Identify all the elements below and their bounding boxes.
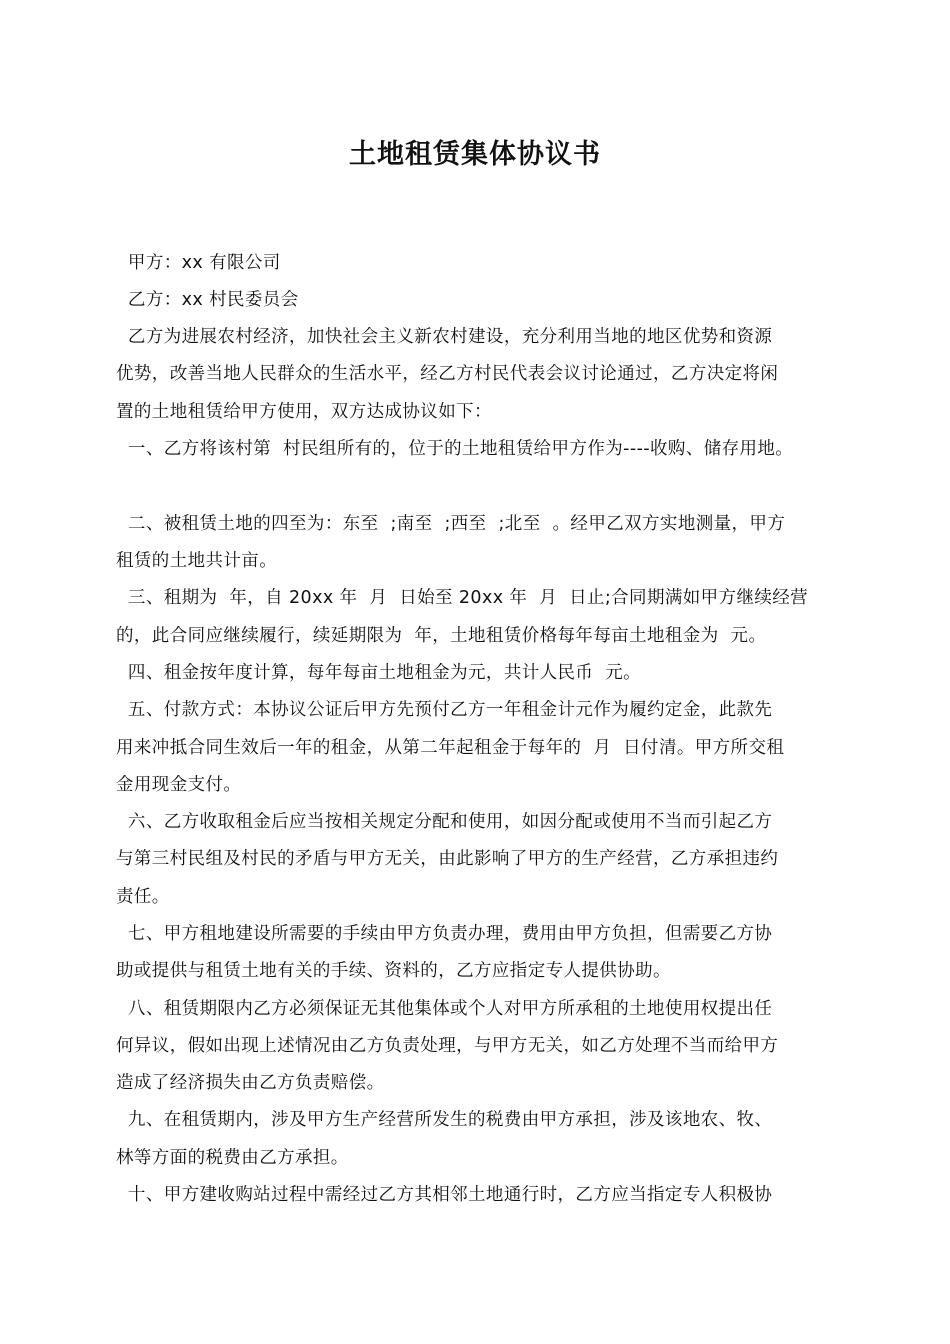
clause-3-line-1: 三、租期为 年，自 20xx 年 月 日始至 20xx 年 月 日止;合同期满如甲方继续经营 — [116, 588, 809, 608]
clause-2-line-2: 租赁的土地共计亩。 — [116, 551, 278, 571]
clause-5-line-1: 五、付款方式：本协议公证后甲方先预付乙方一年租金计元作为履约定金，此款先 — [116, 700, 773, 720]
clause-1-line-1: 一、乙方将该村第 村民组所有的，位于的土地租赁给甲方作为----收购、储存用地。 — [116, 439, 794, 459]
clause-4-line-1: 四、租金按年度计算，每年每亩土地租金为元，共计人民币 元。 — [116, 663, 642, 683]
clause-5-line-3: 金用现金支付。 — [116, 775, 242, 795]
intro-line-3: 置的土地租赁给甲方使用，双方达成协议如下： — [116, 402, 492, 422]
clause-8-line-3: 造成了经济损失由乙方负责赔偿。 — [116, 1073, 385, 1093]
clause-8-line-1: 八、租赁期限内乙方必须保证无其他集体或个人对甲方所承租的土地使用权提出任 — [116, 999, 773, 1019]
clause-6-line-3: 责任。 — [116, 887, 170, 907]
clause-8-line-2: 何异议，假如出现上述情况由乙方负责处理，与甲方无关，如乙方处理不当而给甲方 — [116, 1036, 779, 1056]
clause-2-line-1: 二、被租赁土地的四至为：东至 ;南至 ;西至 ;北至 。经甲乙双方实地测量，甲方 — [116, 514, 786, 534]
clause-7-line-1: 七、甲方租地建设所需要的手续由甲方负责办理，费用由甲方负担，但需要乙方协 — [116, 924, 773, 944]
clause-9-line-2: 林等方面的税费由乙方承担。 — [116, 1148, 349, 1168]
party-a-line: 甲方：xx 有限公司 — [116, 253, 281, 273]
document-title: 土地租赁集体协议书 — [349, 139, 601, 170]
clause-3-line-2: 的，此合同应继续履行，续延期限为 年，土地租赁价格每年每亩土地租金为 元。 — [116, 626, 767, 646]
clause-6-line-2: 与第三村民组及村民的矛盾与甲方无关，由此影响了甲方的生产经营，乙方承担违约 — [116, 849, 779, 869]
clause-6-line-1: 六、乙方收取租金后应当按相关规定分配和使用，如因分配或使用不当而引起乙方 — [116, 812, 773, 832]
clause-10-line-1: 十、甲方建收购站过程中需经过乙方其相邻土地通行时，乙方应当指定专人积极协 — [116, 1185, 773, 1205]
party-b-line: 乙方：xx 村民委员会 — [116, 290, 299, 310]
clause-9-line-1: 九、在租赁期内，涉及甲方生产经营所发生的税费由甲方承担，涉及该地农、牧、 — [116, 1110, 773, 1130]
clause-5-line-2: 用来冲抵合同生效后一年的租金，从第二年起租金于每年的 月 日付清。甲方所交租 — [116, 738, 785, 758]
intro-line-2: 优势，改善当地人民群众的生活水平，经乙方村民代表会议讨论通过，乙方决定将闲 — [116, 364, 779, 384]
clause-7-line-2: 助或提供与租赁土地有关的手续、资料的，乙方应指定专人提供协助。 — [116, 961, 671, 981]
intro-line-1: 乙方为进展农村经济，加快社会主义新农村建设，充分利用当地的地区优势和资源 — [116, 327, 773, 347]
